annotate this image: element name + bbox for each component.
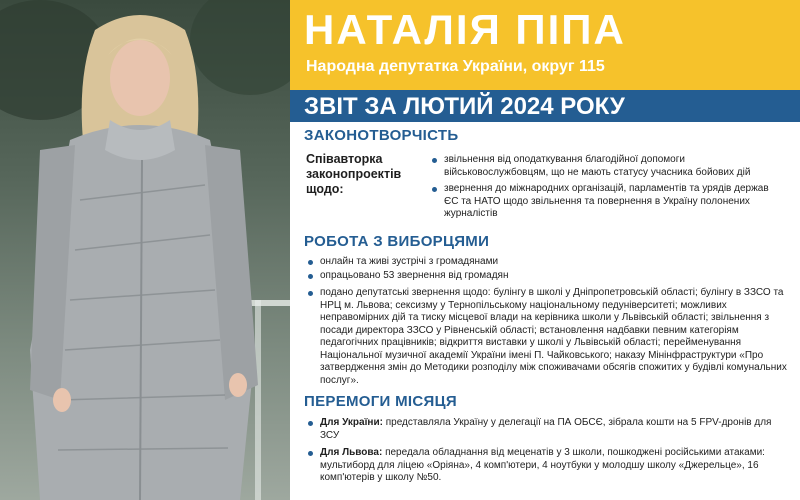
voters-item: онлайн та живі зустрічі з громадянами: [308, 256, 790, 269]
portrait-photo: [0, 0, 290, 500]
victory-text: передала обладнання від меценатів у 3 школи, пошкоджені російськими атаками: мультиборд для ліцею «Оріяна», 4 комп'ютери, 4 ноутбуки у молодшу школу «Джерельце», 16 комп'ютерів у школу №50.: [320, 447, 765, 483]
victory-lead: Для України:: [320, 417, 383, 428]
victories-heading: ПЕРЕМОГИ МІСЯЦЯ: [304, 393, 457, 410]
portrait-illustration: [0, 0, 290, 500]
victory-lead: Для Львова:: [320, 447, 383, 458]
voters-heading: РОБОТА З ВИБОРЦЯМИ: [304, 233, 490, 250]
report-title: ЗВІТ ЗА ЛЮТИЙ 2024 РОКУ: [304, 93, 625, 120]
lawmaking-item: звільнення від оподаткування благодійної допомоги військовослужбовцям, що не мають статусу учасника бойових дій: [432, 154, 784, 179]
lawmaking-label: Співавторка законопроектів щодо:: [306, 152, 402, 196]
report-panel: [290, 0, 800, 500]
lawmaking-item: звернення до міжнародних організацій, парламентів та урядів держав ЄС та НАТО щодо звільнення та повернення в Україну полонених журналістів: [432, 183, 784, 221]
report-banner: [290, 90, 800, 122]
lawmaking-heading: ЗАКОНОТВОРЧІСТЬ: [304, 127, 459, 144]
victory-item: [308, 417, 780, 442]
deputy-name: НАТАЛІЯ ПІПА: [304, 6, 626, 53]
voters-item: опрацьовано 53 звернення від громадян: [308, 270, 790, 283]
deputy-subtitle: Народна депутатка України, округ 115: [306, 58, 605, 75]
voters-item: подано депутатські звернення щодо: булінгу в школі у Дніпропетровській області; булінгу в ЗЗСО та НРЦ м. Львова; сексизму у Тернопільському національному педуніверситеті; можливих неправомірних дій та тиску місцевої влади на керівника школи у Львівській області; звільнення з посади директора ЗЗСО у Рівненській області; встановлення надбавки певним категоріям педагогічних працівників; відкриття виставки у школі у Львівській області; перейменування Національної музичної академії України імені П. Чайковського; наказу Мінінфраструктури «Про затвердження змін до Методики розподілу між споживачами обсягів спожитих у будівлі комунальних послуг».: [308, 287, 790, 387]
victory-text: представляла Україну у делегації на ПА ОБСЄ, зібрала кошти на 5 FPV-дронів для ЗСУ: [320, 417, 772, 441]
header-band: [290, 0, 800, 90]
victory-item: [308, 447, 780, 485]
